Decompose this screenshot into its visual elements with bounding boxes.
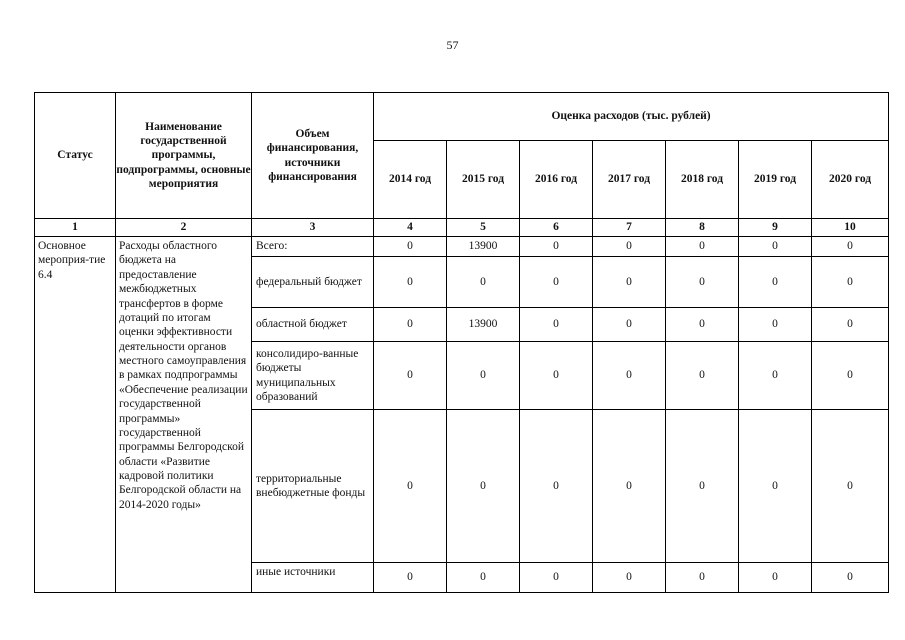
value-cell: 0 [812, 342, 889, 410]
page-number: 57 [446, 38, 459, 52]
value-cell: 0 [666, 257, 739, 308]
value-cell: 0 [739, 563, 812, 593]
value-cell: 0 [666, 563, 739, 593]
value-cell: 0 [739, 410, 812, 563]
value-cell: 0 [593, 342, 666, 410]
value-cell: 0 [520, 563, 593, 593]
value-cell: 0 [520, 308, 593, 342]
header-year: 2018 год [666, 141, 739, 219]
column-number: 5 [447, 219, 520, 237]
value-cell: 0 [593, 237, 666, 257]
value-cell: 13900 [447, 308, 520, 342]
header-year: 2016 год [520, 141, 593, 219]
header-year: 2017 год [593, 141, 666, 219]
funding-source-other: иные источники [252, 563, 374, 593]
value-cell: 0 [374, 257, 447, 308]
value-cell: 0 [593, 410, 666, 563]
value-cell: 0 [812, 563, 889, 593]
funding-source-extrabudgetary: территориальные внебюджетные фонды [252, 410, 374, 563]
funding-source-regional: областной бюджет [252, 308, 374, 342]
value-cell: 0 [374, 308, 447, 342]
value-cell: 0 [812, 308, 889, 342]
value-cell: 0 [520, 257, 593, 308]
value-cell: 0 [374, 342, 447, 410]
measure-name-cell: Расходы областного бюджета на предоставление межбюджетных трансфертов в форме дотаций по итогам оценки эффективности деятельности органов местного самоуправления в рамках подпрограммы «Обеспечение реализации государственной программы» государственной программы Белгородской области «Развитие кадровой политики Белгородской области на 2014-2020 годы» [116, 237, 252, 593]
value-cell: 0 [666, 308, 739, 342]
value-cell: 0 [739, 308, 812, 342]
value-cell: 0 [447, 342, 520, 410]
column-number: 3 [252, 219, 374, 237]
value-cell: 0 [447, 410, 520, 563]
header-program-name: Наименование государственной программы, подпрограммы, основные мероприятия [116, 93, 252, 219]
value-cell: 0 [739, 237, 812, 257]
value-cell: 0 [593, 257, 666, 308]
column-number: 10 [812, 219, 889, 237]
value-cell: 0 [520, 237, 593, 257]
value-cell: 0 [666, 237, 739, 257]
value-cell: 0 [520, 342, 593, 410]
header-year: 2015 год [447, 141, 520, 219]
value-cell: 0 [812, 257, 889, 308]
value-cell: 0 [739, 257, 812, 308]
header-status: Статус [35, 93, 116, 219]
value-cell: 0 [739, 342, 812, 410]
funding-source-federal: федеральный бюджет [252, 257, 374, 308]
header-year: 2020 год [812, 141, 889, 219]
funding-source-total: Всего: [252, 237, 374, 257]
column-number: 2 [116, 219, 252, 237]
column-number: 8 [666, 219, 739, 237]
column-number: 1 [35, 219, 116, 237]
value-cell: 0 [374, 410, 447, 563]
column-number: 9 [739, 219, 812, 237]
value-cell: 0 [447, 563, 520, 593]
value-cell: 13900 [447, 237, 520, 257]
value-cell: 0 [812, 237, 889, 257]
funding-source-municipal: консолидиро-ванные бюджеты муниципальных образований [252, 342, 374, 410]
value-cell: 0 [374, 237, 447, 257]
expenditure-table [34, 92, 889, 593]
value-cell: 0 [666, 410, 739, 563]
status-cell: Основное мероприя-тие 6.4 [35, 237, 116, 593]
value-cell: 0 [447, 257, 520, 308]
header-year: 2019 год [739, 141, 812, 219]
value-cell: 0 [520, 410, 593, 563]
column-number: 4 [374, 219, 447, 237]
header-funding: Объем финансирования, источники финансирования [252, 93, 374, 219]
value-cell: 0 [593, 308, 666, 342]
column-number: 6 [520, 219, 593, 237]
header-estimate: Оценка расходов (тыс. рублей) [374, 93, 889, 141]
value-cell: 0 [812, 410, 889, 563]
header-year: 2014 год [374, 141, 447, 219]
value-cell: 0 [666, 342, 739, 410]
column-number: 7 [593, 219, 666, 237]
value-cell: 0 [374, 563, 447, 593]
value-cell: 0 [593, 563, 666, 593]
